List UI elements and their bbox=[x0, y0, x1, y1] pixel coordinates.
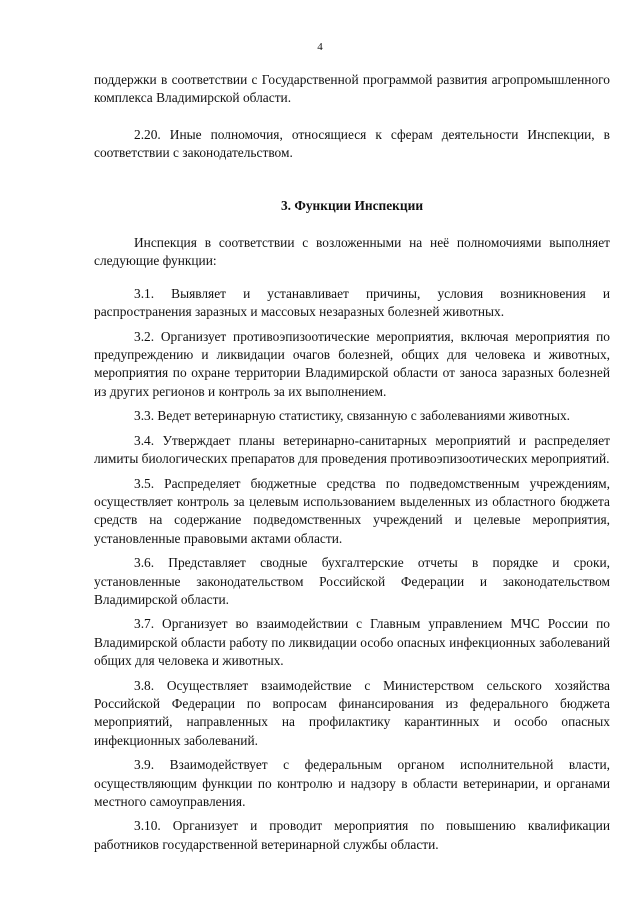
paragraph-2-20: 2.20. Иные полномочия, относящиеся к сферам деятельности Инспекции, в соответствии с законодательством. bbox=[94, 126, 610, 161]
page-number: 4 bbox=[317, 41, 323, 53]
function-3-6: 3.6. Представляет сводные бухгалтерские отчеты в порядке и сроки, установленные законодательством Российской Федерации и законодательством Владимирской области. bbox=[94, 555, 610, 607]
function-3-9: 3.9. Взаимодействует с федеральным органом исполнительной власти, осуществляющим функции по контролю и надзору в области ветеринарии, и органами местного самоуправления. bbox=[94, 757, 610, 809]
function-3-3: 3.3. Ведет ветеринарную статистику, связанную с заболеваниями животных. bbox=[134, 408, 570, 424]
intro-paragraph: Инспекция в соответствии с возложенными на неё полномочиями выполняет следующие функции: bbox=[94, 235, 610, 269]
function-3-7: 3.7. Организует во взаимодействии с Главным управлением МЧС России по Владимирской области работу по ликвидации особо опасных инфекционных заболеваний общих для человека и животных. bbox=[94, 616, 610, 669]
function-3-4: 3.4. Утверждает планы ветеринарно-санитарных мероприятий и распределяет лимиты биологических препаратов для проведения противоэпизоотических мероприятий. bbox=[94, 432, 610, 467]
function-3-1: 3.1. Выявляет и устанавливает причины, условия возникновения и распространения заразных и массовых незаразных болезней животных. bbox=[94, 285, 610, 320]
continuation-paragraph: поддержки в соответствии с Государственной программой развития агропромышленного комплекса Владимирской области. bbox=[94, 72, 610, 106]
document-body bbox=[94, 71, 610, 854]
function-3-8: 3.8. Осуществляет взаимодействие с Министерством сельского хозяйства Российской Федерации по вопросам финансирования из федерального бюджета мероприятий, направленных на профилактику карантинных и особо опасных инфекционных заболеваний. bbox=[94, 677, 610, 748]
function-3-10: 3.10. Организует и проводит мероприятия по повышению квалификации работников государственной ветеринарной службы области. bbox=[94, 818, 610, 852]
function-3-2: 3.2. Организует противоэпизоотические мероприятия, включая мероприятия по предупреждению и ликвидации очагов болезней, общих для человека и животных, мероприятия по охране территории Владимирской области от заноса заразных болезней из других регионов и контроль за их выполнением. bbox=[94, 328, 610, 399]
section-heading: 3. Функции Инспекции bbox=[280, 197, 424, 213]
function-3-5: 3.5. Распределяет бюджетные средства по подведомственным учреждениям, осуществляет контроль за целевым использованием выделенных из областного бюджета средств на содержание подведомственных учреждений и целевые мероприятия, установленные правовыми актами области. bbox=[94, 475, 610, 546]
